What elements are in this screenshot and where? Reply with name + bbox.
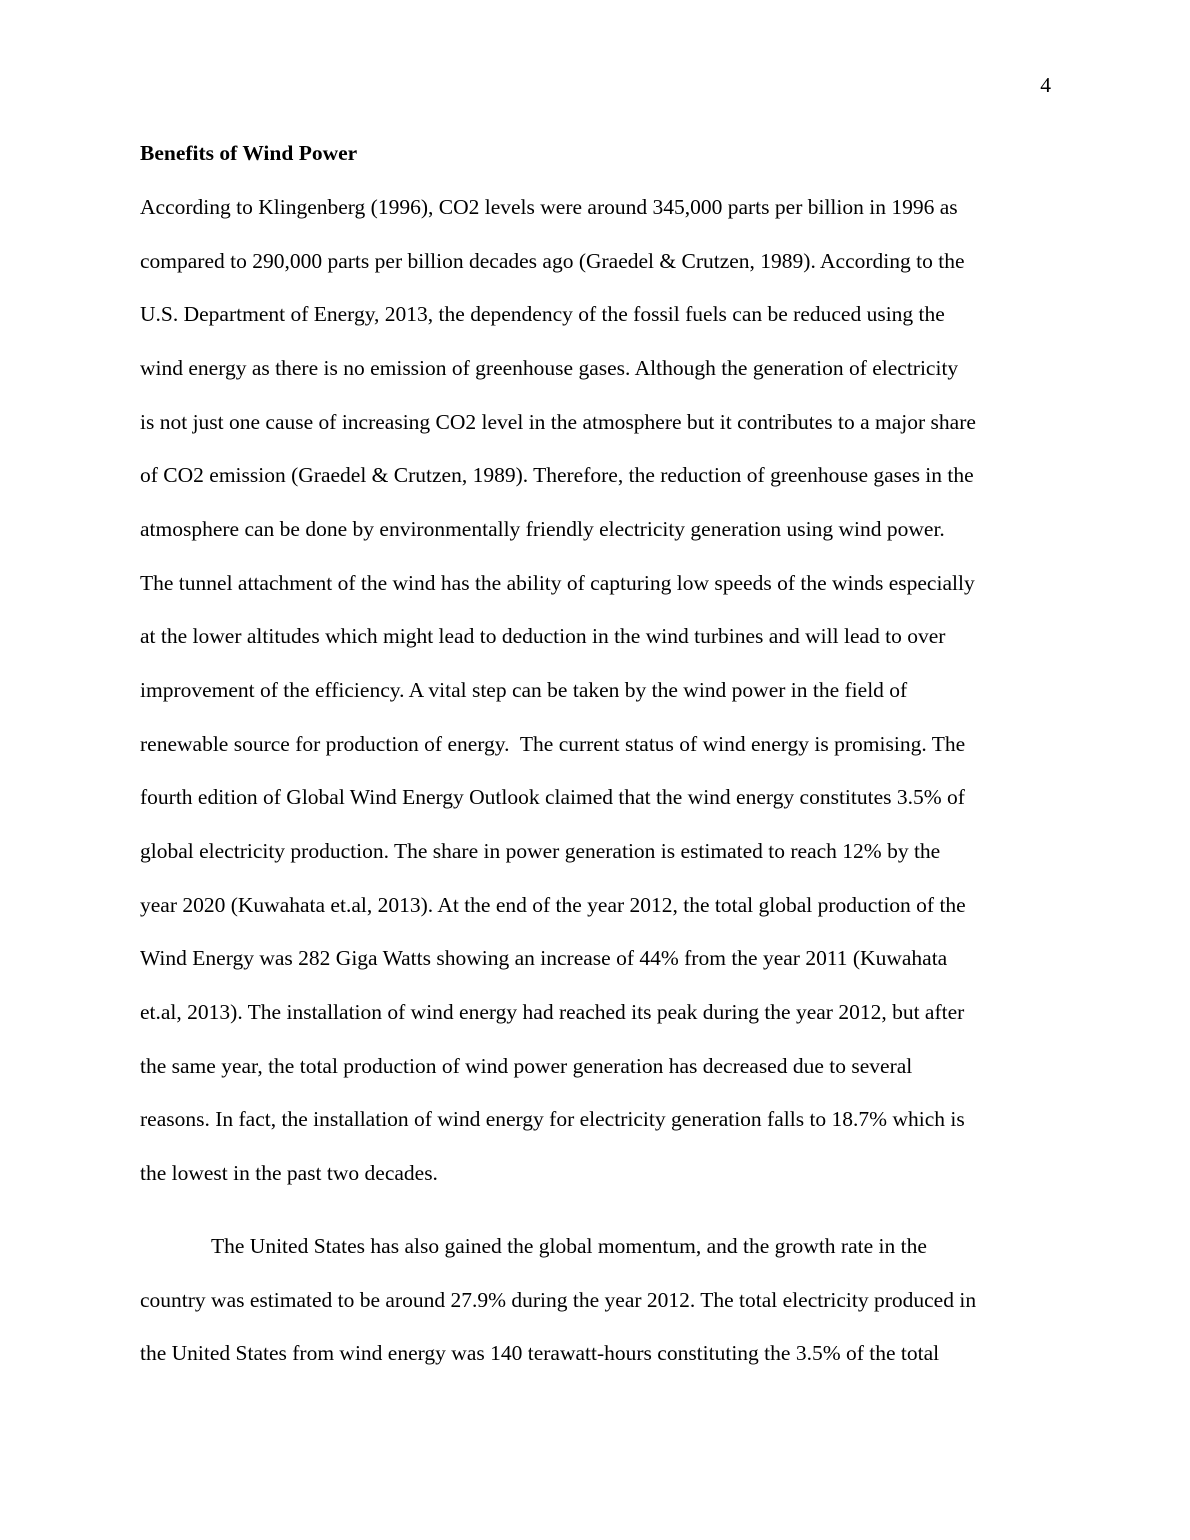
paragraph-line: of CO2 emission (Graedel & Crutzen, 1989). Therefore, the reduction of greenhouse gases in the xyxy=(140,463,974,487)
paragraph-line: reasons. In fact, the installation of wind energy for electricity generation falls to 18.7% which is xyxy=(140,1107,965,1131)
section-heading: Benefits of Wind Power xyxy=(140,141,358,165)
paragraph-line: year 2020 (Kuwahata et.al, 2013). At the end of the year 2012, the total global production of the xyxy=(140,893,966,917)
paragraph-line: the lowest in the past two decades. xyxy=(140,1161,438,1185)
paragraph-line: renewable source for production of energy. The current status of wind energy is promising. The xyxy=(140,732,966,756)
paragraph-line: the same year, the total production of wind power generation has decreased due to several xyxy=(140,1054,913,1078)
paragraph-line: The United States has also gained the global momentum, and the growth rate in the xyxy=(211,1234,927,1258)
paragraph-line: compared to 290,000 parts per billion decades ago (Graedel & Crutzen, 1989). According to the xyxy=(140,249,965,273)
paragraph-line: is not just one cause of increasing CO2 level in the atmosphere but it contributes to a major share xyxy=(140,410,976,434)
page-number: 4 xyxy=(1040,73,1051,97)
paragraph-line: at the lower altitudes which might lead to deduction in the wind turbines and will lead to over xyxy=(140,624,946,648)
paragraph-line: atmosphere can be done by environmentally friendly electricity generation using wind power. xyxy=(140,517,945,541)
paragraph-line: et.al, 2013). The installation of wind energy had reached its peak during the year 2012, but after xyxy=(140,1000,965,1024)
paragraph-line: Wind Energy was 282 Giga Watts showing an increase of 44% from the year 2011 (Kuwahata xyxy=(140,946,948,970)
paragraph-line: According to Klingenberg (1996), CO2 levels were around 345,000 parts per billion in 1996 as xyxy=(140,195,958,219)
paragraph-line: The tunnel attachment of the wind has the ability of capturing low speeds of the winds especially xyxy=(140,571,975,595)
paragraph-line: global electricity production. The share in power generation is estimated to reach 12% by the xyxy=(140,839,941,863)
paragraph-line: U.S. Department of Energy, 2013, the dependency of the fossil fuels can be reduced using the xyxy=(140,302,945,326)
paragraph-line: the United States from wind energy was 140 terawatt-hours constituting the 3.5% of the total xyxy=(140,1341,940,1365)
paragraph-line: fourth edition of Global Wind Energy Outlook claimed that the wind energy constitutes 3.5% of xyxy=(140,785,965,809)
paragraph-line: country was estimated to be around 27.9% during the year 2012. The total electricity produced in xyxy=(140,1288,977,1312)
paragraph-line: improvement of the efficiency. A vital step can be taken by the wind power in the field of xyxy=(140,678,908,702)
paragraph-line: wind energy as there is no emission of greenhouse gases. Although the generation of electricity xyxy=(140,356,959,380)
